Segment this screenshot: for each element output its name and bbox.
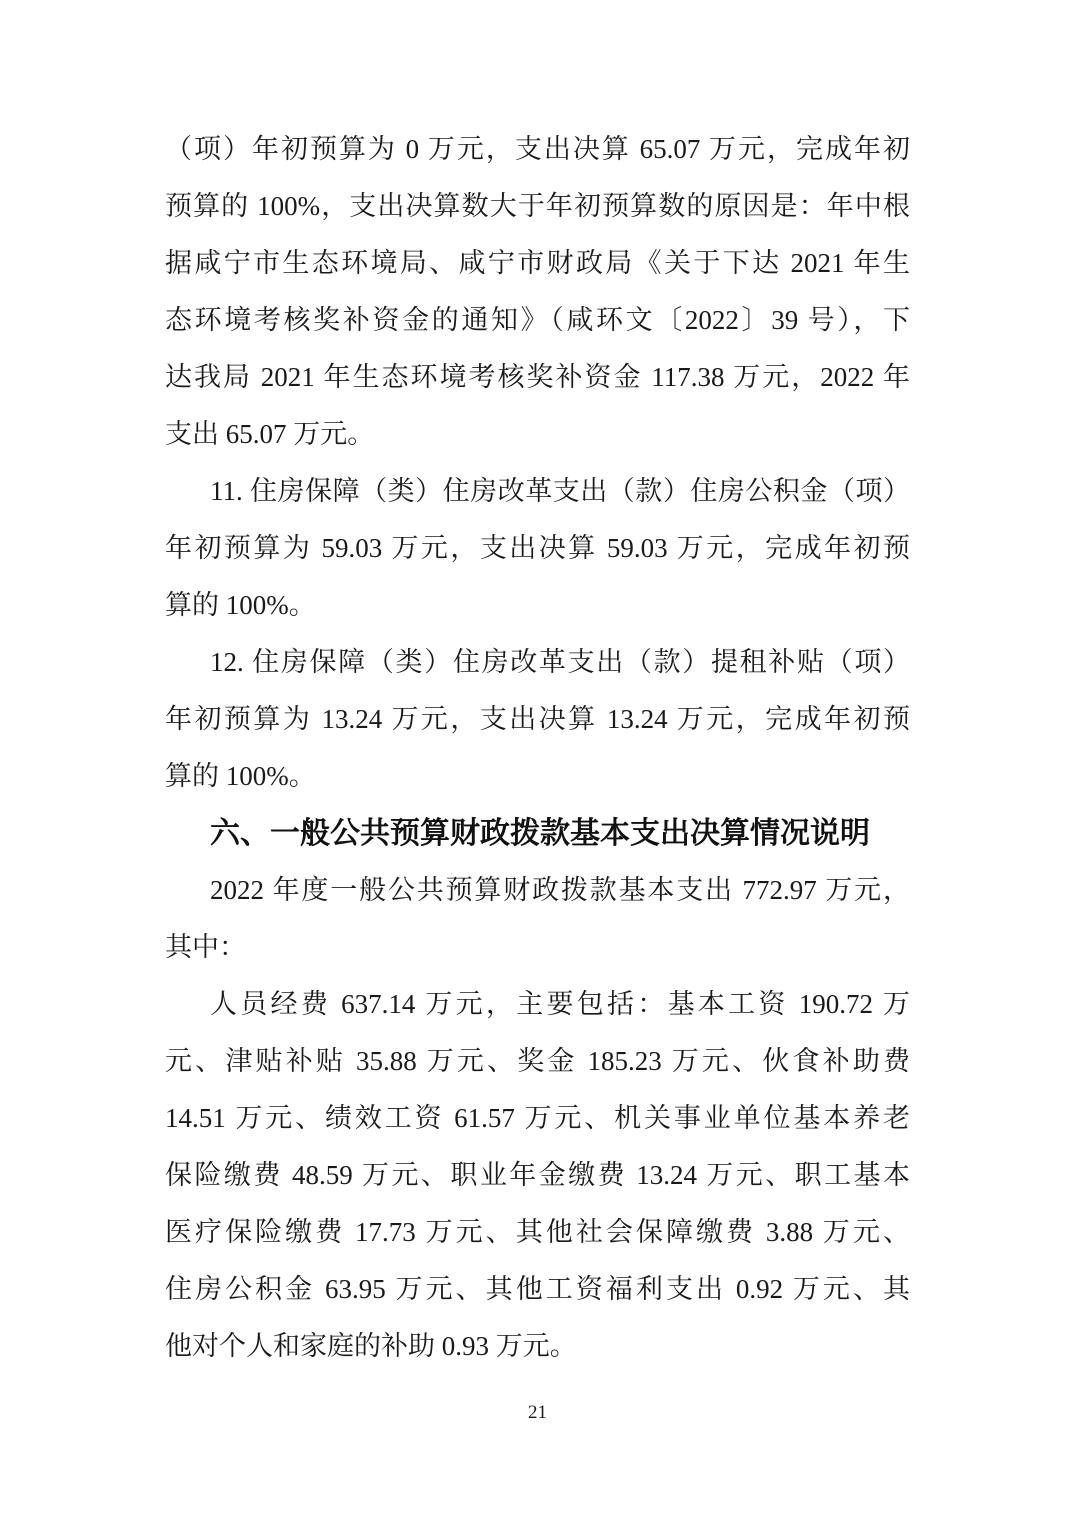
text-line: 住房公积金 63.95 万元、其他工资福利支出 0.92 万元、其 <box>165 1274 910 1304</box>
text-line: 算的 100%。 <box>165 590 316 620</box>
text-line: 据咸宁市生态环境局、咸宁市财政局《关于下达 2021 年生 <box>165 248 910 278</box>
text-line-item-11: 11. 住房保障（类）住房改革支出（款）住房公积金（项） <box>210 476 910 506</box>
section-6-heading: 六、一般公共预算财政拨款基本支出决算情况说明 <box>210 817 870 850</box>
text-line: 保险缴费 48.59 万元、职业年金缴费 13.24 万元、职工基本 <box>165 1160 910 1190</box>
document-body <box>165 121 910 1375</box>
text-line: 达我局 2021 年生态环境考核奖补资金 117.38 万元，2022 年 <box>165 362 910 392</box>
text-line: 医疗保险缴费 17.73 万元、其他社会保障缴费 3.88 万元、 <box>165 1217 910 1247</box>
text-line: 支出 65.07 万元。 <box>165 419 375 449</box>
page-number: 21 <box>528 1402 547 1423</box>
text-line: 预算的 100%，支出决算数大于年初预算数的原因是：年中根 <box>165 191 910 221</box>
text-line: 2022 年度一般公共预算财政拨款基本支出 772.97 万元， <box>210 875 910 905</box>
text-line: 年初预算为 59.03 万元，支出决算 59.03 万元，完成年初预 <box>165 533 910 563</box>
text-line: 其中： <box>165 932 246 962</box>
text-line: 年初预算为 13.24 万元，支出决算 13.24 万元，完成年初预 <box>165 704 910 734</box>
text-line: 元、津贴补贴 35.88 万元、奖金 185.23 万元、伙食补助费 <box>165 1046 910 1076</box>
text-line: 14.51 万元、绩效工资 61.57 万元、机关事业单位基本养老 <box>165 1103 910 1133</box>
text-line-item-12: 12. 住房保障（类）住房改革支出（款）提租补贴（项） <box>210 647 910 677</box>
text-line: 态环境考核奖补资金的通知》（咸环文〔2022〕39 号），下 <box>165 305 910 335</box>
text-line: 人员经费 637.14 万元，主要包括：基本工资 190.72 万 <box>210 989 910 1019</box>
text-line: 算的 100%。 <box>165 761 316 791</box>
text-line: 他对个人和家庭的补助 0.93 万元。 <box>165 1331 577 1361</box>
text-line: （项）年初预算为 0 万元，支出决算 65.07 万元，完成年初 <box>165 134 910 164</box>
